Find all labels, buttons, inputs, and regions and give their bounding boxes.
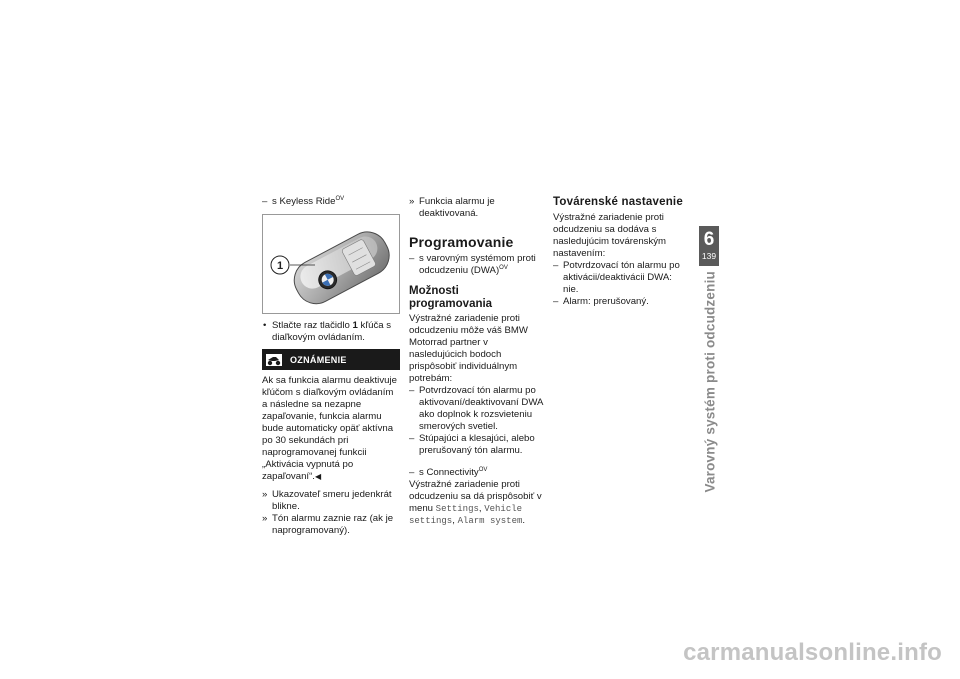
dwa-item <box>409 253 545 277</box>
end-mark-icon: ◀ <box>314 472 322 481</box>
connectivity-text: s Connectivity <box>419 467 479 478</box>
page-number: 139 <box>701 251 717 261</box>
menu-intro: Výstražné zariadenie proti odcudzeniu sa dá prispôsobiť v menu <box>409 479 542 514</box>
menu-path <box>409 479 545 527</box>
step-suffix: kľúča s diaľkovým ovládaním. <box>272 320 392 343</box>
connectivity-sup: OV <box>478 466 488 473</box>
keyless-sup: OV <box>335 195 345 202</box>
step-prefix: Stlačte raz tlačidlo <box>272 320 353 331</box>
column-3 <box>553 196 689 308</box>
figure-callout-1: 1 <box>276 260 284 272</box>
result-alarm-tone: » Tón alarmu zaznie raz (ak je naprogramovaný). <box>262 513 400 537</box>
option-tone-type: – Stúpajúci a klesajúci, alebo prerušovaný tón alarmu. <box>409 433 545 457</box>
menu-alarm-system: Alarm system <box>457 516 523 526</box>
remote-key-figure <box>262 214 400 314</box>
step-bold: 1 <box>352 320 358 331</box>
menu-sep-2: , <box>452 515 458 526</box>
menu-sep-1: , <box>478 503 485 514</box>
chapter-side-title: Varovný systém proti odcudzeniu <box>702 271 718 493</box>
chapter-tab <box>699 226 719 266</box>
notice-text <box>262 375 400 483</box>
notice-body: Ak sa funkcia alarmu deaktivuje kľúčom s diaľkovým ovládaním a následne sa nezapne zapaľovanie, funkcia alarmu bude automaticky opäť aktívna po 30 sekundách pri naprogramovanej funkcii „Aktivácia vypnutá po zapaľovaní“. <box>262 375 397 482</box>
heading-factory-settings: Továrenské nastavenie <box>553 196 683 208</box>
dwa-text: s varovným systémom proti odcudzeniu (DWA) <box>419 253 536 276</box>
notice-label: OZNÁMENIE <box>290 354 347 365</box>
menu-vehicle-settings: Vehicle settings <box>409 504 523 526</box>
watermark: carmanualsonline.info <box>683 639 942 666</box>
motorcycle-notice-icon <box>266 354 282 366</box>
result-alarm-deactivated: » Funkcia alarmu je deaktivovaná. <box>409 196 545 220</box>
menu-settings: Settings <box>435 504 479 514</box>
result-indicator: » Ukazovateľ smeru jedenkrát blikne. <box>262 489 400 513</box>
option-confirm-tone: – Potvrdzovací tón alarmu po aktivovaní/deaktivovaní DWA ako doplnok k rozsvieteniu smerových svetiel. <box>409 385 545 433</box>
menu-end: . <box>522 515 526 526</box>
factory-intro: Výstražné zariadenie proti odcudzeniu sa dodáva s nasledujúcim továrenským nastavením: <box>553 212 667 259</box>
heading-options: Možnosti programovania <box>409 285 493 310</box>
chapter-number: 6 <box>703 229 715 250</box>
heading-programming: Programovanie <box>409 234 514 250</box>
factory-item-alarm: – Alarm: prerušovaný. <box>553 296 689 308</box>
notice-bar <box>262 349 400 370</box>
remote-key-illustration <box>263 215 399 313</box>
keyless-item <box>262 196 400 208</box>
column-1 <box>262 196 400 537</box>
connectivity-item <box>409 467 545 479</box>
column-2 <box>409 196 545 527</box>
keyless-text: s Keyless Ride <box>272 196 336 207</box>
factory-item-confirm-tone: – Potvrdzovací tón alarmu po aktivácii/deaktivácii DWA: nie. <box>553 260 689 296</box>
options-intro: Výstražné zariadenie proti odcudzeniu môže váš BMW Motorrad partner v nasledujúcich bodoch prispôsobiť individuálnym potrebám: <box>409 313 528 384</box>
dwa-sup: OV <box>499 264 508 271</box>
step-press-button <box>262 320 400 344</box>
